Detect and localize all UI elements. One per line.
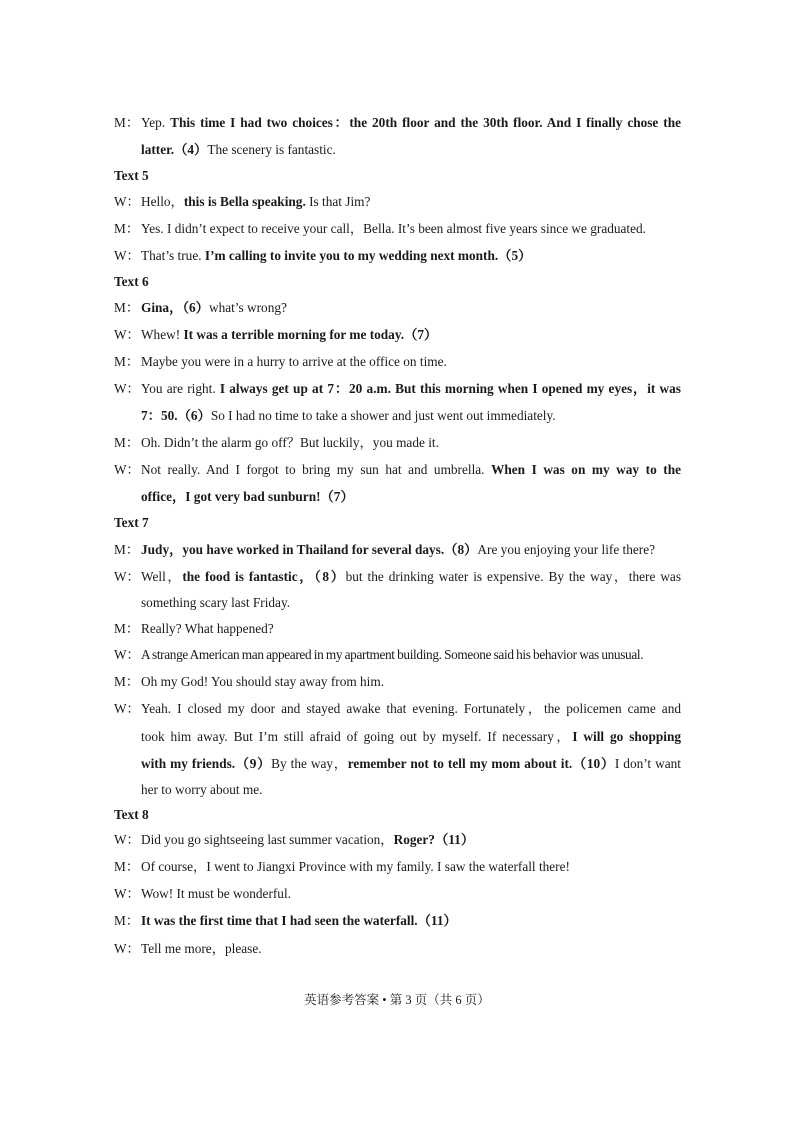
- dialogue-line: [141, 831, 474, 849]
- bold-answer-text: It was a terrible morning for me today.（7）: [183, 327, 438, 342]
- section-heading: Text 5: [114, 168, 149, 183]
- speaker-label: M：: [114, 621, 140, 636]
- dialogue-line: [141, 940, 262, 958]
- dialogue-continuation: [141, 488, 354, 506]
- speaker-label: W：: [114, 941, 140, 956]
- dialogue-line: [141, 353, 447, 371]
- speaker-label: M：: [114, 354, 140, 369]
- dialogue-continuation: [141, 594, 290, 612]
- dialogue-line: [141, 700, 681, 718]
- bold-answer-text: this is Bella speaking.: [183, 194, 306, 209]
- speaker-label: W：: [114, 462, 140, 477]
- dialogue-text: her to worry about me.: [141, 782, 263, 797]
- bold-answer-text: latter.: [141, 142, 175, 157]
- dialogue-line: [141, 380, 681, 398]
- dialogue-text: what’s wrong?: [208, 300, 287, 315]
- speaker-label: M：: [114, 435, 140, 450]
- dialogue-text: You are right.: [141, 381, 220, 396]
- dialogue-text: A strange American man appeared in my apartment building. Someone said his behavior was unusual.: [141, 647, 644, 662]
- dialogue-text: Really? What happened?: [141, 621, 274, 636]
- dialogue-line: [141, 114, 681, 132]
- bold-answer-text: remember not to tell my mom about it.（10）: [347, 756, 615, 771]
- speaker-label: M：: [114, 674, 140, 689]
- dialogue-text: Yep.: [141, 115, 171, 130]
- dialogue-line: [141, 247, 531, 265]
- dialogue-line: [141, 568, 681, 586]
- dialogue-text: Well，: [141, 569, 183, 584]
- bold-answer-text: （8）: [314, 569, 346, 584]
- dialogue-line: [141, 620, 274, 638]
- bold-answer-text: When I was on my way to the: [491, 462, 681, 477]
- dialogue-continuation: [141, 141, 336, 159]
- dialogue-text: Oh my God! You should stay away from him.: [141, 674, 385, 689]
- speaker-label: M：: [114, 300, 140, 315]
- section-heading: Text 8: [114, 807, 149, 822]
- speaker-label: W：: [114, 886, 140, 901]
- dialogue-text: Oh. Didn’t the alarm go off？But luckily，you made it.: [141, 435, 439, 450]
- dialogue-text: Hello，: [141, 194, 184, 209]
- dialogue-text: Not really. And I forgot to bring my sun hat and umbrella.: [141, 462, 492, 477]
- dialogue-text: took him away. But I’m still afraid of going out by myself. If necessary，: [141, 729, 573, 744]
- dialogue-text: Tell me more，please.: [141, 941, 262, 956]
- speaker-label: W：: [114, 248, 140, 263]
- dialogue-line: [141, 673, 384, 691]
- dialogue-text: something scary last Friday.: [141, 595, 291, 610]
- dialogue-continuation: [141, 755, 681, 773]
- dialogue-line: [141, 220, 646, 238]
- dialogue-line: [141, 434, 439, 452]
- speaker-label: W：: [114, 194, 140, 209]
- speaker-label: M：: [114, 859, 140, 874]
- bold-answer-text: Judy，you have worked in Thailand for several days.（8）: [141, 542, 478, 557]
- bold-answer-text: I’m calling to invite you to my wedding next month.（5）: [204, 248, 532, 263]
- dialogue-text: Is that Jim?: [305, 194, 371, 209]
- dialogue-line: [141, 193, 370, 211]
- bold-answer-text: （6）: [182, 300, 209, 315]
- dialogue-line: [141, 461, 681, 479]
- dialogue-text: That’s true.: [141, 248, 205, 263]
- dialogue-line: [141, 541, 655, 559]
- bold-answer-text: Gina，: [141, 300, 183, 315]
- bold-answer-text: （4）: [174, 142, 208, 157]
- speaker-label: M：: [114, 221, 140, 236]
- dialogue-text: Of course，I went to Jiangxi Province with my family. I saw the waterfall there!: [141, 859, 570, 874]
- dialogue-text: Wow! It must be wonderful.: [141, 886, 291, 901]
- bold-answer-text: office，I got very bad sunburn!（7）: [141, 489, 354, 504]
- dialogue-text: By the way，: [271, 756, 348, 771]
- dialogue-text: Did you go sightseeing last summer vacation，: [141, 832, 394, 847]
- section-heading: Text 6: [114, 274, 149, 289]
- dialogue-text: So I had no time to take a shower and just went out immediately.: [210, 408, 556, 423]
- dialogue-line: [141, 646, 643, 664]
- bold-answer-text: I will go shopping: [572, 729, 681, 744]
- dialogue-line: [141, 912, 457, 930]
- dialogue-line: [141, 299, 287, 317]
- speaker-label: M：: [114, 542, 140, 557]
- dialogue-text: Are you enjoying your life there?: [477, 542, 656, 557]
- dialogue-line: [141, 858, 570, 876]
- dialogue-continuation: [141, 407, 556, 425]
- speaker-label: W：: [114, 569, 140, 584]
- bold-answer-text: with my friends.（9）: [141, 756, 272, 771]
- bold-answer-text: It was the first time that I had seen the waterfall.（11）: [141, 913, 457, 928]
- speaker-label: M：: [114, 913, 140, 928]
- dialogue-text: The scenery is fantastic.: [207, 142, 336, 157]
- dialogue-text: I don’t want: [614, 756, 681, 771]
- speaker-label: W：: [114, 701, 140, 716]
- dialogue-text: Whew!: [141, 327, 184, 342]
- bold-answer-text: 7：50.（6）: [141, 408, 211, 423]
- speaker-label: W：: [114, 647, 140, 662]
- dialogue-text: Yeah. I closed my door and stayed awake that evening. Fortunately，the policemen came and: [141, 701, 681, 716]
- dialogue-text: Maybe you were in a hurry to arrive at the office on time.: [141, 354, 447, 369]
- dialogue-text: but the drinking water is expensive. By the way，there was: [345, 569, 681, 584]
- bold-answer-text: the food is fantastic，: [182, 569, 315, 584]
- dialogue-text: Yes. I didn’t expect to receive your call，Bella. It’s been almost five years since we graduated.: [141, 221, 646, 236]
- section-heading: Text 7: [114, 515, 149, 530]
- page-footer: [0, 991, 794, 1009]
- speaker-label: W：: [114, 327, 140, 342]
- dialogue-continuation: [141, 781, 262, 799]
- bold-answer-text: Roger?（11）: [393, 832, 475, 847]
- bold-answer-text: This time I had two choices：the 20th floor and the 30th floor. And I finally chose the: [170, 115, 681, 130]
- speaker-label: M：: [114, 115, 140, 130]
- footer-text: 英语参考答案 • 第 3 页（共 6 页）: [304, 993, 490, 1007]
- dialogue-continuation: [141, 728, 681, 746]
- dialogue-line: [141, 885, 291, 903]
- dialogue-line: [141, 326, 437, 344]
- speaker-label: W：: [114, 381, 140, 396]
- bold-answer-text: I always get up at 7：20 a.m. But this morning when I opened my eyes，it was: [219, 381, 681, 396]
- speaker-label: W：: [114, 832, 140, 847]
